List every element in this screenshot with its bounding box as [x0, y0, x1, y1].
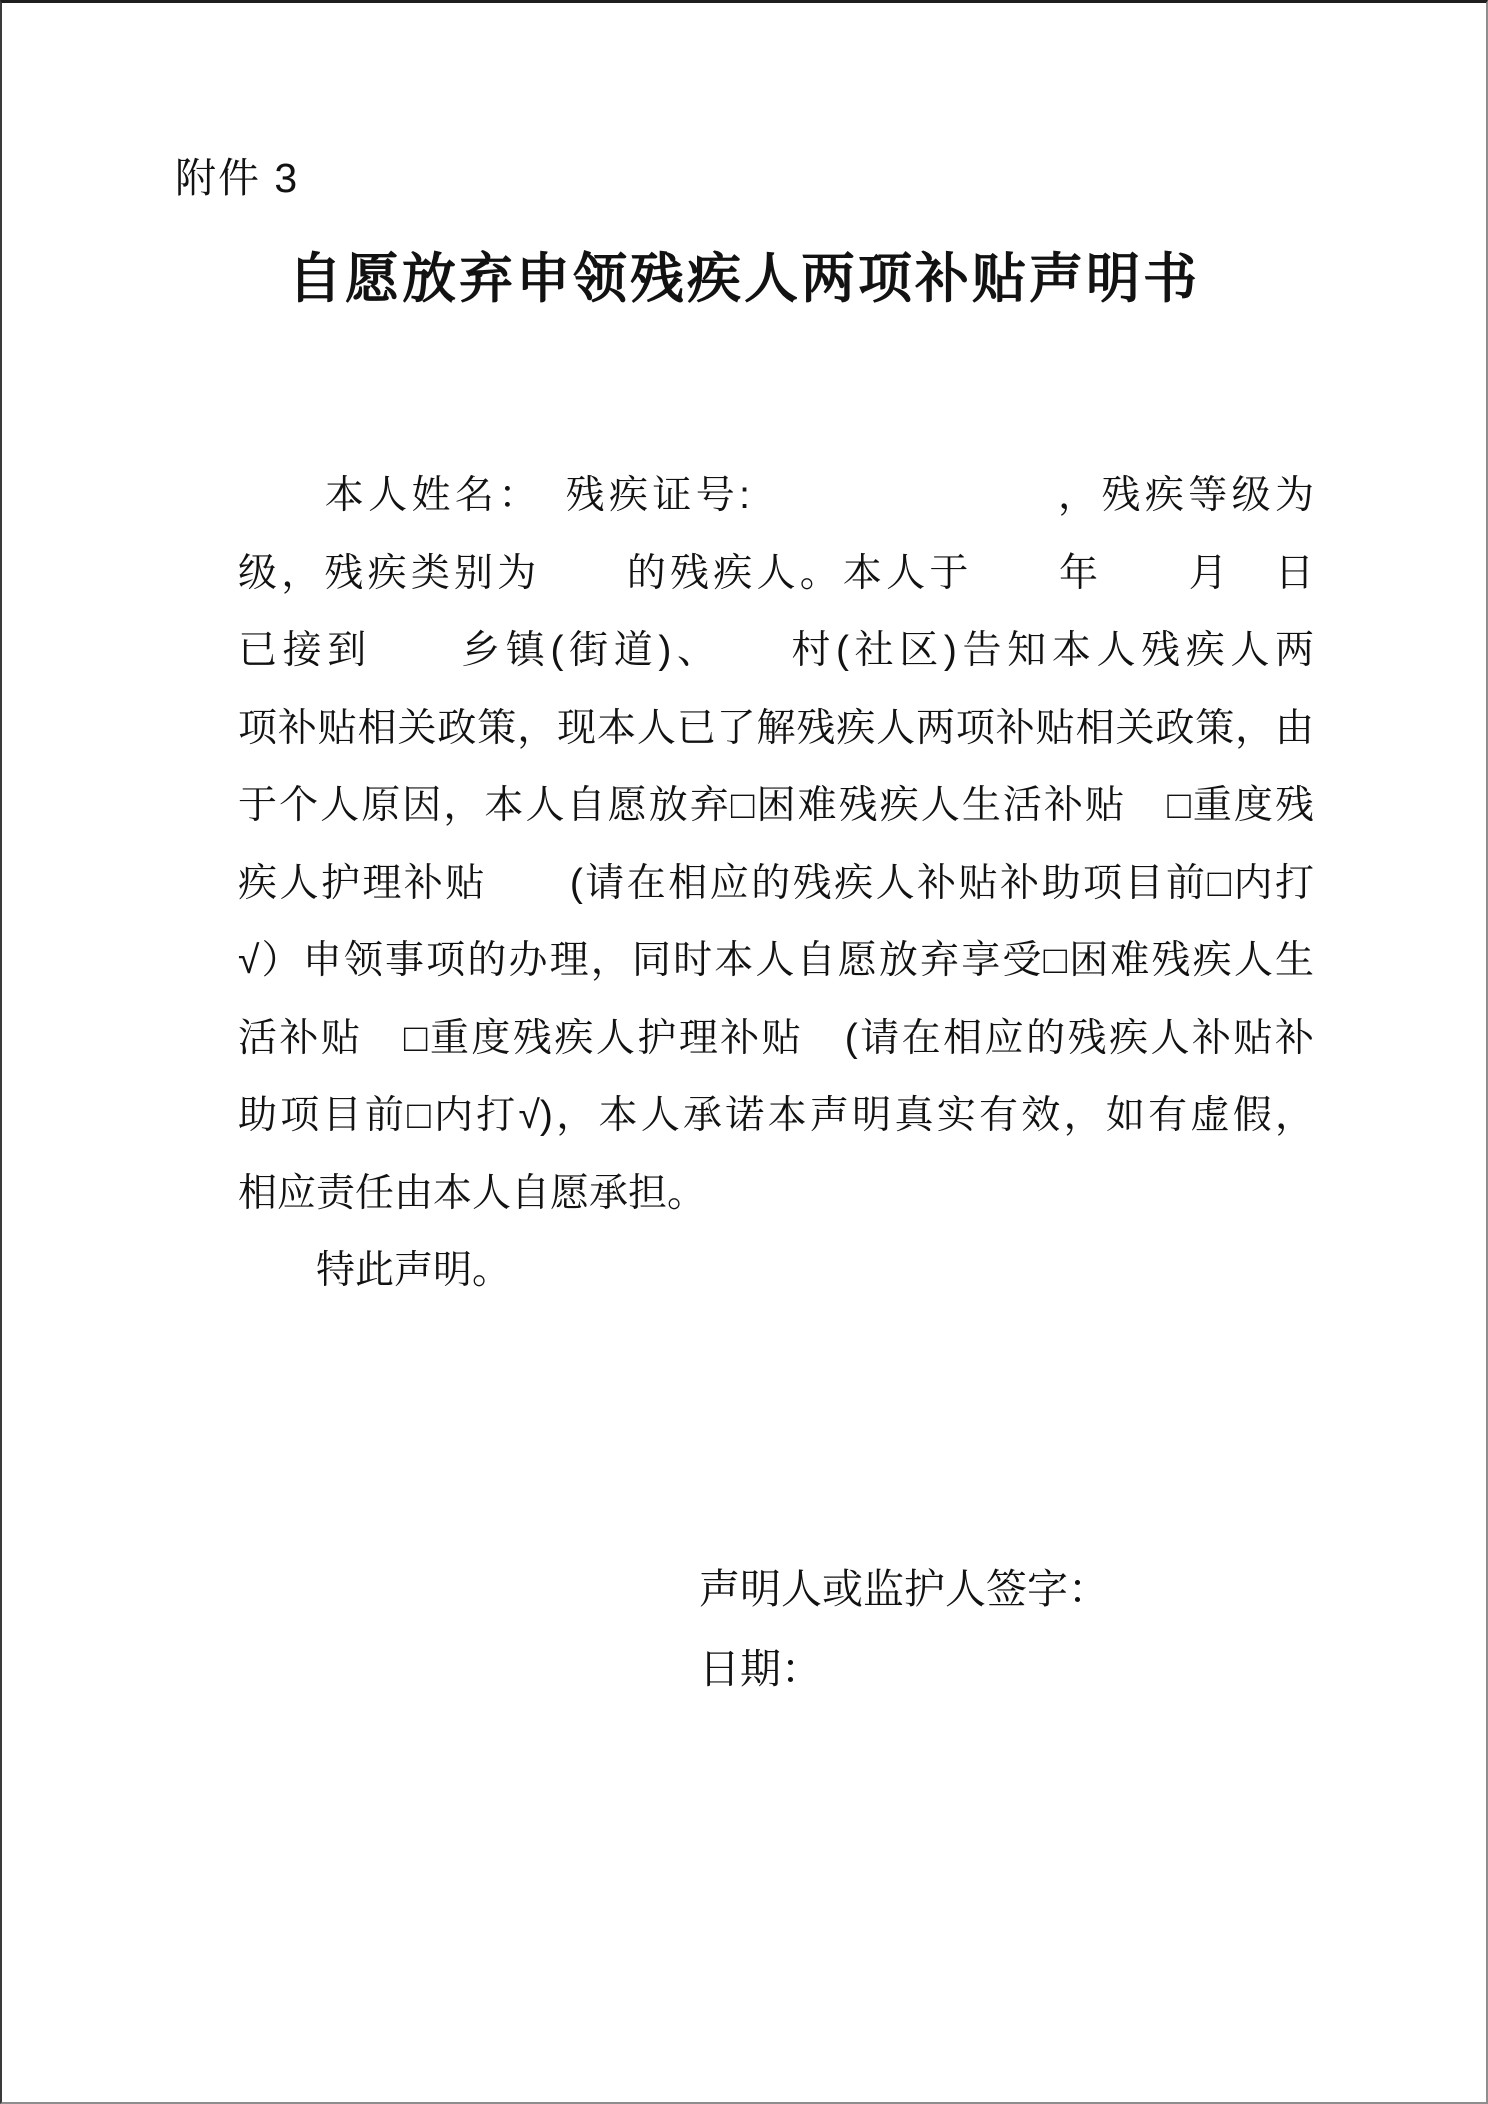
signature-block — [699, 1549, 1109, 1709]
body-line: 助项目前□内打√)，本人承诺本声明真实有效，如有虚假， — [238, 1094, 1314, 1137]
body-line: 已接到 乡镇(街道)、 村(社区)告知本人残疾人两 — [238, 629, 1314, 672]
body-line: 项补贴相关政策，现本人已了解残疾人两项补贴相关政策，由 — [238, 706, 1314, 750]
body-line: 相应责任由本人自愿承担。 — [238, 1171, 707, 1215]
body-line-closing: 特此声明。 — [238, 1249, 512, 1292]
signer-signature-label: 声明人或监护人签字： — [699, 1566, 1109, 1612]
body-line: 活补贴 □重度残疾人护理补贴 (请在相应的残疾人补贴补 — [238, 1016, 1314, 1060]
document-title: 自愿放弃申领残疾人两项补贴声明书 — [288, 249, 1200, 309]
attachment-label: 附件 3 — [175, 155, 300, 201]
body-line: 级，残疾类别为 的残疾人。本人于 年 月 日 — [238, 551, 1314, 595]
body-line: √）申领事项的办理，同时本人自愿放弃享受□困难残疾人生 — [238, 939, 1314, 982]
body-line: 疾人护理补贴 (请在相应的残疾人补贴补助项目前□内打 — [238, 861, 1314, 905]
body-line: 于个人原因，本人自愿放弃□困难残疾人生活补贴 □重度残 — [238, 784, 1314, 827]
date-label: 日期： — [699, 1646, 822, 1692]
body-paragraph — [238, 457, 1314, 1310]
body-line: 本人姓名： 残疾证号: ，残疾等级为 — [238, 474, 1314, 517]
